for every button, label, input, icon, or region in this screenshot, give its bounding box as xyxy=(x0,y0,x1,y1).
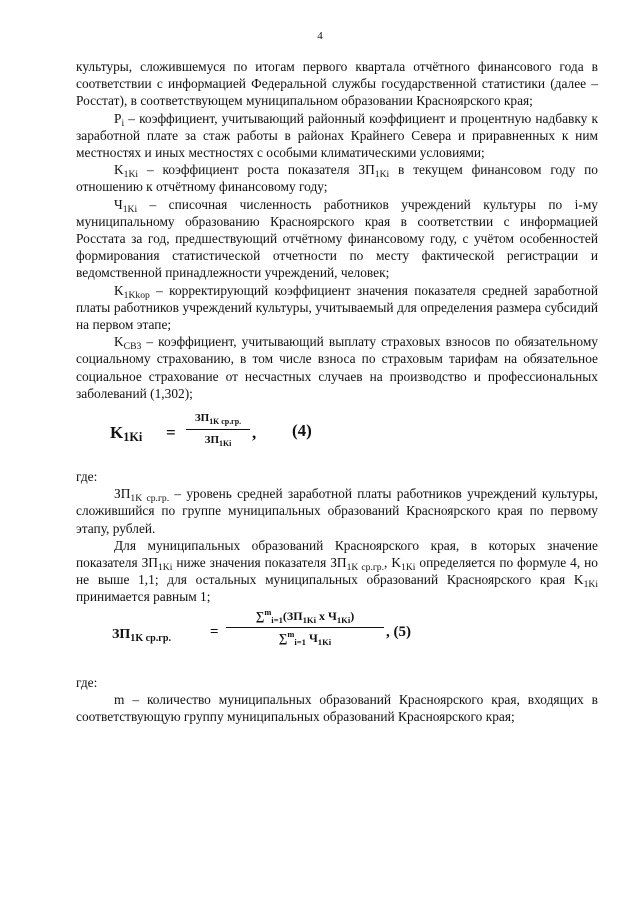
definition-m: m – количество муниципальных образований Красноярского края, входящих в соответствующую группу муниципальных образований Красноярского края; xyxy=(76,691,598,725)
equals-sign: = xyxy=(166,423,176,443)
equals-sign: = xyxy=(210,623,219,640)
symbol-subscript: CB3 xyxy=(123,341,142,353)
fraction-denominator xyxy=(226,630,384,647)
definition-k1kkor xyxy=(76,282,598,334)
sum-upper-limit: m xyxy=(287,629,295,639)
formula-symbol: ЗП xyxy=(204,434,220,447)
paragraph-continuation: культуры, сложившемуся по итогам первого квартала отчётного финансового года в соответствии с информацией Федеральной службы государственной статистики (далее – Росстат), в соответствующем муниципальном образовании Красноярского края; xyxy=(76,59,598,109)
symbol-subscript: 1Ki xyxy=(374,169,390,181)
formula-text: x Ч xyxy=(316,608,337,623)
formula-5-lhs xyxy=(112,626,171,643)
formula-text: Ч xyxy=(305,630,318,645)
rule-text: , K xyxy=(384,555,401,571)
formula-subscript: 1Ki xyxy=(336,614,351,625)
where-label: где: xyxy=(76,469,98,485)
formula-text: (ЗП xyxy=(282,608,303,623)
fraction-numerator xyxy=(186,410,250,427)
definition-text: – коэффициент роста показателя ЗП xyxy=(138,162,375,178)
formula-4 xyxy=(76,402,598,468)
formula-comma: , xyxy=(252,423,257,443)
fraction xyxy=(186,410,250,449)
symbol: K xyxy=(114,334,124,350)
fraction-numerator xyxy=(226,608,384,625)
symbol: ЗП xyxy=(114,486,131,502)
symbol-subscript: i xyxy=(121,117,125,129)
symbol: P xyxy=(114,110,122,126)
definition-p xyxy=(76,110,598,162)
fraction xyxy=(226,608,384,647)
page-number: 4 xyxy=(317,30,323,42)
symbol: Ч xyxy=(114,196,123,212)
symbol-subscript: 1Ki xyxy=(122,203,138,215)
fraction-denominator xyxy=(186,432,250,449)
formula-number: , (5) xyxy=(386,623,411,640)
formula-text: ) xyxy=(350,608,355,623)
formula-number: (4) xyxy=(292,421,312,441)
symbol: K xyxy=(114,282,124,298)
symbol-subscript: 1K ср.гр. xyxy=(130,493,170,505)
formula-symbol: ЗП xyxy=(112,626,131,642)
document-body xyxy=(76,58,598,725)
formula-symbol: ЗП xyxy=(194,412,210,425)
definition-ch1ki xyxy=(76,196,598,282)
definition-text: – коэффициент, учитывающий районный коэффициент и процентную надбавку к заработной плате за стаж работы в районах Крайнего Севера и приравненных к ним местностях и иных местностях с особыми климатическими условиями; xyxy=(76,110,598,161)
rule-text: определяется по формуле 4, но не выше 1,1; для остальных муниципальных образований Красноярского края K xyxy=(76,555,598,588)
sum-upper-limit: m xyxy=(264,607,272,617)
definition-ksvz xyxy=(76,333,598,402)
definition-text: – коэффициент, учитывающий выплату страховых взносов по обязательному социальному страхованию, в том числе взноса по страховым тарифам на обязательное социальное страхование от несчастных случаев на производство и профессиональных заболеваний (1,302); xyxy=(76,334,598,401)
symbol-subscript: 1K ср.гр. xyxy=(346,562,385,574)
formula-subscript: 1Ki xyxy=(317,636,332,647)
formula-subscript: 1K ср.гр. xyxy=(130,632,171,644)
formula-5 xyxy=(76,606,598,674)
paragraph-rule xyxy=(76,537,598,606)
sum-lower-limit: i=1 xyxy=(294,636,306,647)
sum-lower-limit: i=1 xyxy=(271,614,283,625)
definition-text: – уровень средней заработной платы работников учреждений культуры, сложившийся по группе муниципальных образований Красноярского края по первому этапу, рублей. xyxy=(76,486,599,536)
definition-text: в текущем финансовом году по отношению к отчётному финансовому году; xyxy=(76,162,598,195)
symbol-subscript: 1Ki xyxy=(401,562,416,574)
symbol: K xyxy=(114,162,124,178)
definition-text: – списочная численность работников учреждений культуры по i-му муниципальному образованию Красноярского края в соответствии с информацией Росстата за год, предшествующий отчётному финансовому году, с учётом особенностей формирования статистической отчетности по месту фактической регистрации и ведомственной принадлежности учреждений, человек; xyxy=(76,196,598,281)
definition-zp1k-avg xyxy=(76,485,598,537)
formula-symbol: K xyxy=(110,423,124,443)
formula-4-lhs xyxy=(110,423,143,445)
sum-symbol: ∑ xyxy=(255,608,265,623)
rule-text: ниже значения показателя ЗП xyxy=(172,555,347,571)
definition-text: – корректирующий коэффициент значения показателя средней заработной платы работников учреждений культуры, учитываемый для определения размера субсидий на первом этапе; xyxy=(76,282,598,333)
fraction-bar xyxy=(226,627,384,628)
symbol-subscript: 1Ki xyxy=(157,562,173,574)
symbol-subscript: 1Kkop xyxy=(123,289,150,301)
definition-k1ki xyxy=(76,161,598,195)
where-label: где: xyxy=(76,674,98,690)
formula-subscript: 1K ср.гр. xyxy=(209,417,242,427)
symbol-subscript: 1Ki xyxy=(583,579,598,591)
fraction-bar xyxy=(186,429,250,430)
rule-text: принимается равным 1; xyxy=(76,589,211,605)
symbol-subscript: 1Ki xyxy=(123,169,139,181)
sum-symbol: ∑ xyxy=(278,630,288,645)
formula-subscript: 1Ki xyxy=(123,430,143,445)
formula-subscript: 1Ki xyxy=(302,614,317,625)
formula-subscript: 1Ki xyxy=(219,439,232,449)
rule-text: Для муниципальных образований Красноярского края, в которых значение показателя ЗП xyxy=(76,537,598,571)
